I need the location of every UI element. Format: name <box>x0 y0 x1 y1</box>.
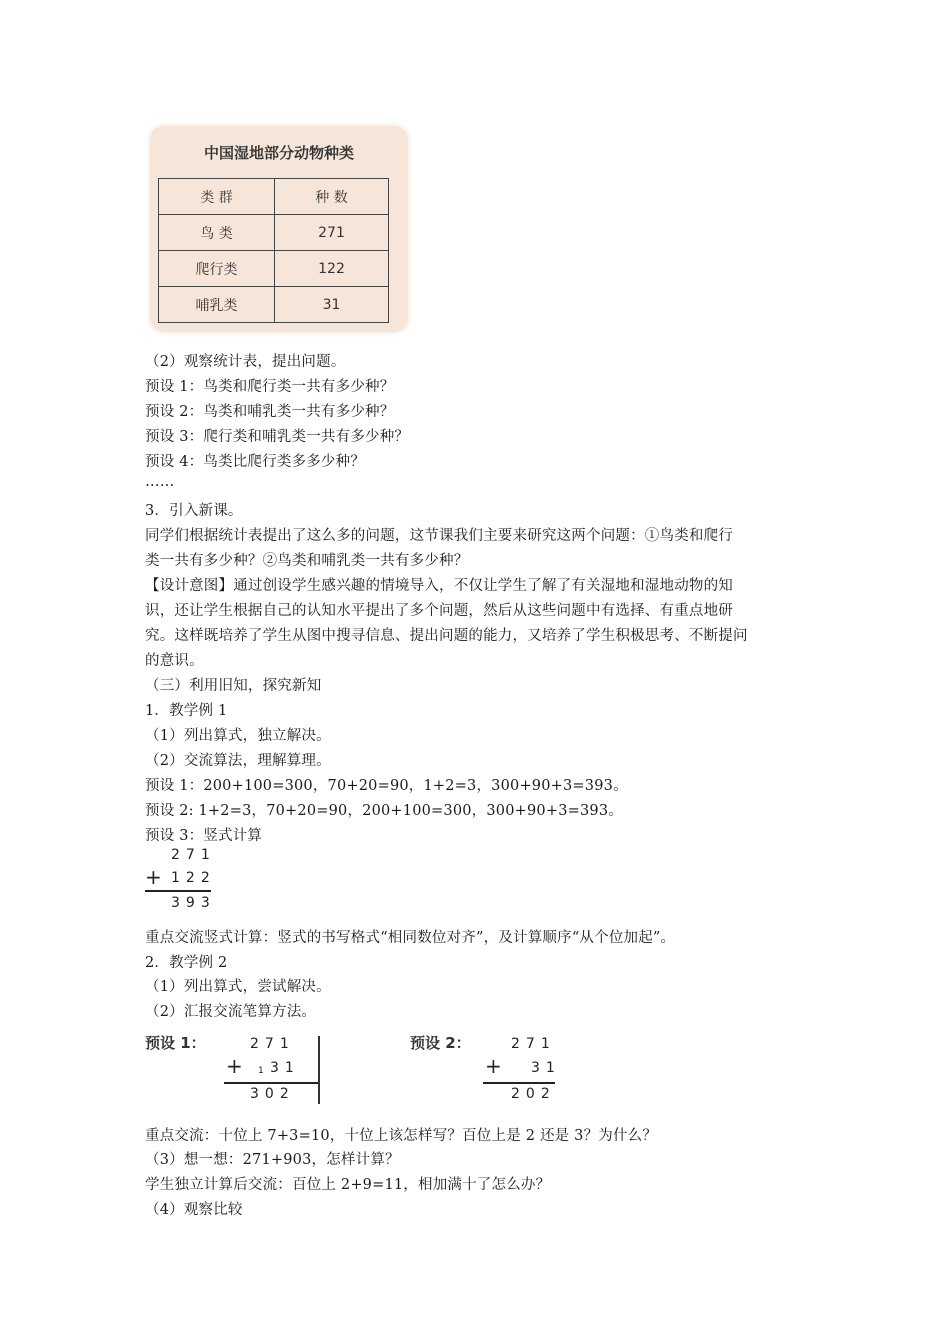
paragraph-line: 类一共有多少种？②鸟类和哺乳类一共有多少种？ <box>145 553 469 569</box>
paragraph-line: （2）汇报交流笔算方法。 <box>145 1004 317 1020</box>
carry-digit: 1 <box>258 1066 264 1076</box>
paragraph-line: （1）列出算式，尝试解决。 <box>145 979 331 995</box>
paragraph-line: 预设 2：鸟类和哺乳类一共有多少种？ <box>145 404 395 420</box>
table-row <box>159 251 389 287</box>
section-heading: （三）利用旧知，探究新知 <box>145 678 322 694</box>
vertical-calculation-3 <box>483 1036 573 1108</box>
sum-line <box>224 1082 318 1084</box>
paragraph-line: （4）观察比较 <box>145 1202 243 1218</box>
header-count: 种 数 <box>275 179 389 215</box>
section-heading: 2．教学例 2 <box>145 955 228 971</box>
table-row <box>159 287 389 323</box>
table-header-row <box>159 179 389 215</box>
paragraph-line: 重点交流：十位上 7+3=10，十位上该怎样写？百位上是 2 还是 3？为什么？ <box>145 1128 658 1144</box>
addend-bottom: 31 <box>270 1060 300 1076</box>
addend-bottom: 31 <box>531 1060 561 1076</box>
paragraph-line: （3）想一想：271+903，怎样计算？ <box>145 1152 400 1168</box>
vertical-calculation-1 <box>145 845 225 915</box>
preset-1-label: 预设 1： <box>145 1034 206 1052</box>
table-row <box>159 215 389 251</box>
paragraph-line: （2）交流算法，理解算理。 <box>145 753 331 769</box>
paragraph-line: 预设 3：竖式计算 <box>145 828 263 844</box>
section-heading: 3．引入新课。 <box>145 503 243 519</box>
count-cell: 271 <box>275 215 389 251</box>
addend-top: 271 <box>171 847 216 863</box>
paragraph-line: 识，还让学生根据自己的认知水平提出了多个问题，然后从这些问题中有选择、有重点地研 <box>145 603 733 619</box>
paragraph-line: 的意识。 <box>145 653 204 669</box>
paragraph-line: 学生独立计算后交流：百位上 2+9=11，相加满十了怎么办？ <box>145 1177 551 1193</box>
paragraph-line: 重点交流竖式计算：竖式的书写格式“相同数位对齐”，及计算顺序“从个位加起”。 <box>145 930 676 946</box>
category-cell: 鸟 类 <box>159 215 275 251</box>
preset-2-label: 预设 2： <box>410 1034 471 1052</box>
image-edge-line <box>318 1036 320 1104</box>
count-cell: 31 <box>275 287 389 323</box>
section-heading: 1．教学例 1 <box>145 703 228 719</box>
plus-sign: + <box>226 1054 243 1078</box>
sum-line <box>145 890 211 892</box>
category-cell: 爬行类 <box>159 251 275 287</box>
paragraph-line: （2）观察统计表，提出问题。 <box>145 354 346 370</box>
paragraph-line: 究。这样既培养了学生从图中搜寻信息、提出问题的能力，又培养了学生积极思考、不断提问 <box>145 628 748 644</box>
plus-sign: + <box>145 865 162 889</box>
addend-bottom: 122 <box>171 870 216 886</box>
plus-sign: + <box>485 1054 502 1078</box>
paragraph-line: （1）列出算式，独立解决。 <box>145 728 331 744</box>
paragraph-line: 预设 3：爬行类和哺乳类一共有多少种？ <box>145 429 410 445</box>
addend-top: 271 <box>511 1036 556 1052</box>
paragraph-line: 预设 1：鸟类和爬行类一共有多少种？ <box>145 379 395 395</box>
sum-result: 393 <box>171 895 216 911</box>
vertical-calculation-2 <box>222 1036 332 1108</box>
paragraph-line: …… <box>145 474 175 490</box>
sum-line <box>483 1082 555 1084</box>
count-cell: 122 <box>275 251 389 287</box>
paragraph-line: 【设计意图】通过创设学生感兴趣的情境导入，不仅让学生了解了有关湿地和湿地动物的知 <box>145 578 733 594</box>
table-title: 中国湿地部分动物种类 <box>203 144 354 162</box>
paragraph-line: 同学们根据统计表提出了这么多的问题，这节课我们主要来研究这两个问题：①鸟类和爬行 <box>145 528 733 544</box>
sum-result: 302 <box>250 1086 295 1102</box>
paragraph-line: 预设 4：鸟类比爬行类多多少种？ <box>145 454 366 470</box>
addend-top: 271 <box>250 1036 295 1052</box>
paragraph-line: 预设 2: 1+2=3，70+20=90，200+100=300，300+90+3=393。 <box>145 803 623 819</box>
stats-table <box>158 178 389 323</box>
animal-statistics-table <box>150 126 408 332</box>
sum-result: 202 <box>511 1086 556 1102</box>
category-cell: 哺乳类 <box>159 287 275 323</box>
paragraph-line: 预设 1：200+100=300，70+20=90，1+2=3，300+90+3=393。 <box>145 778 628 794</box>
header-category: 类 群 <box>159 179 275 215</box>
